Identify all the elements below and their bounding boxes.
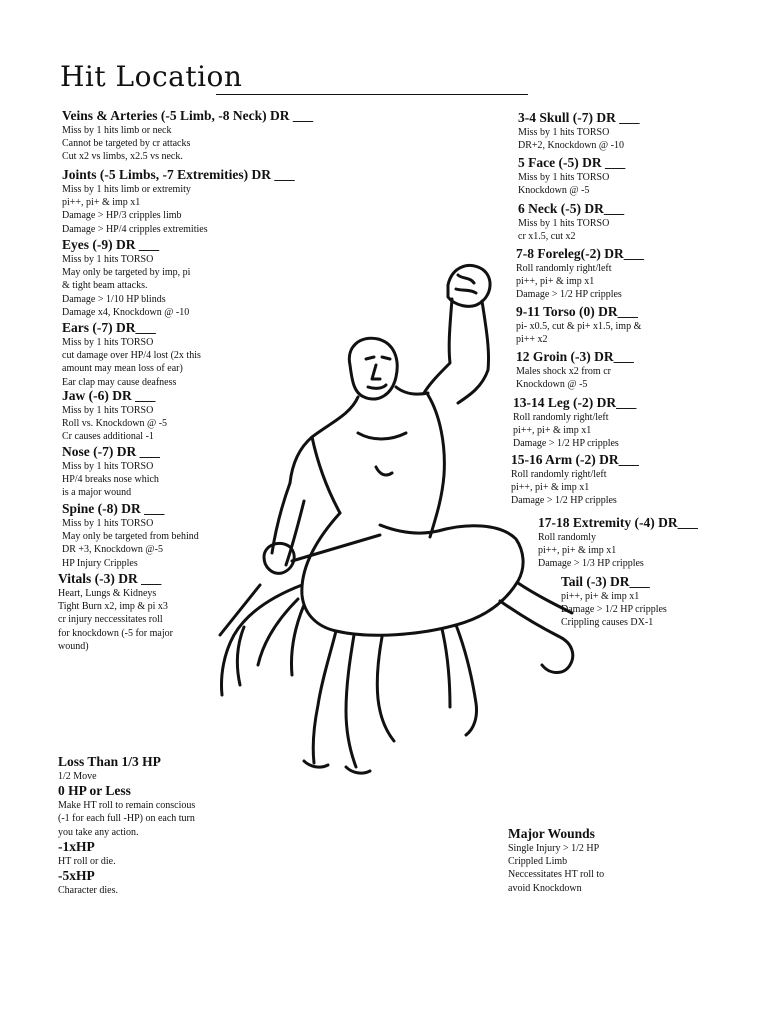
leg-line: Roll randomly right/left — [513, 412, 609, 423]
eyes-block — [62, 237, 190, 319]
nose-line: HP/4 breaks nose which — [62, 474, 159, 486]
leg-line: pi++, pi+ & imp x1 — [513, 425, 592, 437]
major-wounds-heading: Major Wounds — [508, 826, 595, 841]
veins-arteries-line: Cut x2 vs limbs, x2.5 vs neck. — [62, 151, 183, 163]
hp-threshold-line: (-1 for each full -HP) on each turn — [58, 813, 195, 825]
horse-tail — [222, 585, 305, 695]
arm-line: Damage > 1/2 HP cripples — [511, 495, 617, 507]
spine-line: Miss by 1 hits TORSO — [62, 518, 154, 529]
spine-line: HP Injury Cripples — [62, 557, 138, 569]
nose-heading: Nose (-7) DR ___ — [62, 444, 160, 459]
arm-line: Roll randomly right/left — [511, 469, 607, 480]
nose-line: is a major wound — [62, 487, 132, 499]
spine-line: DR +3, Knockdown @-5 — [62, 544, 163, 556]
foreleg-line: pi++, pi+ & imp x1 — [516, 276, 595, 288]
eyes-line: Damage x4, Knockdown @ -10 — [62, 306, 190, 318]
hp-threshold-line: Character dies. — [58, 885, 118, 897]
spine-heading: Spine (-8) DR ___ — [62, 501, 165, 516]
vitals-line: Heart, Lungs & Kidneys — [58, 588, 157, 599]
eyes-line: & tight beam attacks. — [62, 280, 148, 292]
spine-line: May only be targeted from behind — [62, 531, 199, 543]
hp-threshold-line: HT roll or die. — [58, 855, 116, 867]
veins-arteries-line: Cannot be targeted by cr attacks — [62, 138, 191, 150]
vitals-block — [58, 571, 173, 653]
groin-line: Males shock x2 from cr — [516, 366, 611, 377]
joints-line: pi++, pi+ & imp x1 — [62, 197, 141, 209]
groin-line: Knockdown @ -5 — [516, 379, 588, 391]
face-block — [518, 155, 625, 197]
lower-arm — [272, 483, 304, 565]
torso-heading: 9-11 Torso (0) DR___ — [516, 304, 638, 319]
major-wounds-line: Single Injury > 1/2 HP — [508, 843, 600, 854]
vitals-heading: Vitals (-3) DR ___ — [58, 571, 162, 586]
raised-fist — [448, 266, 490, 307]
hp-threshold-line: you take any action. — [58, 826, 139, 838]
arm-line: pi++, pi+ & imp x1 — [511, 482, 590, 494]
torso-line: pi++ x2 — [516, 334, 548, 346]
page-title: Hit Location — [60, 60, 243, 93]
tail-line: Crippling causes DX-1 — [561, 617, 654, 629]
joints-line: Damage > HP/4 cripples extremities — [62, 223, 208, 235]
chest-lines — [358, 433, 406, 475]
vitals-line: for knockdown (-5 for major — [58, 627, 173, 639]
vitals-line: cr injury neccessitates roll — [58, 614, 163, 626]
torso-line: pi- x0.5, cut & pi+ x1.5, imp & — [516, 321, 642, 332]
major-wounds-line: avoid Knockdown — [508, 882, 582, 894]
hind-leg-rear — [377, 637, 394, 741]
face-features — [366, 357, 390, 388]
vitals-line: wound) — [58, 640, 89, 652]
jaw-line: Roll vs. Knockdown @ -5 — [62, 418, 168, 430]
hp-threshold-heading: -1xHP — [58, 838, 95, 854]
groin-heading: 12 Groin (-3) DR___ — [516, 349, 634, 364]
extremity-line: Damage > 1/3 HP cripples — [538, 558, 644, 570]
veins-arteries-block — [62, 108, 313, 164]
major-wounds-line: Crippled Limb — [508, 856, 568, 868]
arm-heading: 15-16 Arm (-2) DR___ — [511, 452, 639, 467]
centaur-head — [349, 338, 397, 399]
eyes-line: Damage > 1/10 HP blinds — [62, 293, 166, 305]
skull-block — [518, 110, 640, 152]
human-torso — [312, 395, 444, 537]
nose-block — [62, 444, 160, 500]
face-line: Knockdown @ -5 — [518, 185, 590, 197]
extremity-line: pi++, pi+ & imp x1 — [538, 545, 617, 557]
foreleg-line: Damage > 1/2 HP cripples — [516, 289, 622, 301]
tail-heading: Tail (-3) DR___ — [561, 574, 650, 589]
spine-block — [62, 501, 199, 570]
title-underline — [216, 94, 528, 95]
joints-heading: Joints (-5 Limbs, -7 Extremities) DR ___ — [62, 167, 295, 182]
hp-thresholds-block — [58, 754, 195, 897]
ears-line: cut damage over HP/4 lost (2x this — [62, 350, 201, 362]
hp-threshold-line: Make HT roll to remain conscious — [58, 800, 196, 812]
ears-line: Miss by 1 hits TORSO — [62, 337, 154, 348]
tail-line: Damage > 1/2 HP cripples — [561, 604, 667, 616]
leg-heading: 13-14 Leg (-2) DR___ — [513, 395, 637, 410]
hp-threshold-heading: Loss Than 1/3 HP — [58, 754, 161, 769]
extremity-heading: 17-18 Extremity (-4) DR___ — [538, 515, 698, 530]
hp-threshold-heading: -5xHP — [58, 868, 95, 884]
veins-arteries-line: Miss by 1 hits limb or neck — [62, 125, 172, 136]
eyes-line: May only be targeted by imp, pi — [62, 267, 191, 279]
hp-threshold-heading: 0 HP or Less — [58, 783, 131, 799]
ears-line: Ear clap may cause deafness — [62, 376, 177, 388]
centaur-figure — [200, 255, 580, 785]
joints-block — [62, 167, 295, 236]
foreleg-line: Roll randomly right/left — [516, 263, 612, 274]
skull-line: DR+2, Knockdown @ -10 — [518, 140, 624, 152]
jaw-line: Cr causes additional -1 — [62, 431, 154, 443]
jaw-line: Miss by 1 hits TORSO — [62, 405, 154, 416]
raised-arm — [424, 299, 489, 403]
skull-line: Miss by 1 hits TORSO — [518, 127, 610, 138]
eyes-line: Miss by 1 hits TORSO — [62, 254, 154, 265]
horse-body — [302, 513, 523, 635]
major-wounds-line: Neccessitates HT roll to — [508, 869, 605, 881]
jaw-block — [62, 388, 167, 444]
vitals-line: Tight Burn x2, imp & pi x3 — [58, 601, 168, 613]
leg-line: Damage > 1/2 HP cripples — [513, 438, 619, 450]
tail-line: pi++, pi+ & imp x1 — [561, 591, 640, 602]
neck-heading: 6 Neck (-5) DR___ — [518, 201, 625, 216]
hp-threshold-line: 1/2 Move — [58, 771, 97, 782]
ears-heading: Ears (-7) DR___ — [62, 320, 156, 335]
neck-block — [518, 201, 624, 243]
face-line: Miss by 1 hits TORSO — [518, 172, 610, 183]
joints-line: Damage > HP/3 cripples limb — [62, 210, 182, 222]
skull-heading: 3-4 Skull (-7) DR ___ — [518, 110, 640, 125]
hind-legs — [304, 631, 370, 773]
foreleg-heading: 7-8 Foreleg(-2) DR___ — [516, 246, 644, 261]
ears-line: amount may mean loss of ear) — [62, 363, 183, 375]
veins-arteries-heading: Veins & Arteries (-5 Limb, -8 Neck) DR ___ — [62, 108, 314, 123]
neck-line: Miss by 1 hits TORSO — [518, 218, 610, 229]
joints-line: Miss by 1 hits limb or extremity — [62, 184, 191, 195]
nose-line: Miss by 1 hits TORSO — [62, 461, 154, 472]
extremity-line: Roll randomly — [538, 532, 597, 543]
ears-block — [62, 320, 201, 389]
major-wounds-block — [508, 826, 604, 895]
eyes-heading: Eyes (-9) DR ___ — [62, 237, 160, 252]
jaw-heading: Jaw (-6) DR ___ — [62, 388, 156, 403]
face-heading: 5 Face (-5) DR ___ — [518, 155, 626, 170]
front-legs — [442, 583, 573, 735]
neck-line: cr x1.5, cut x2 — [518, 231, 576, 243]
